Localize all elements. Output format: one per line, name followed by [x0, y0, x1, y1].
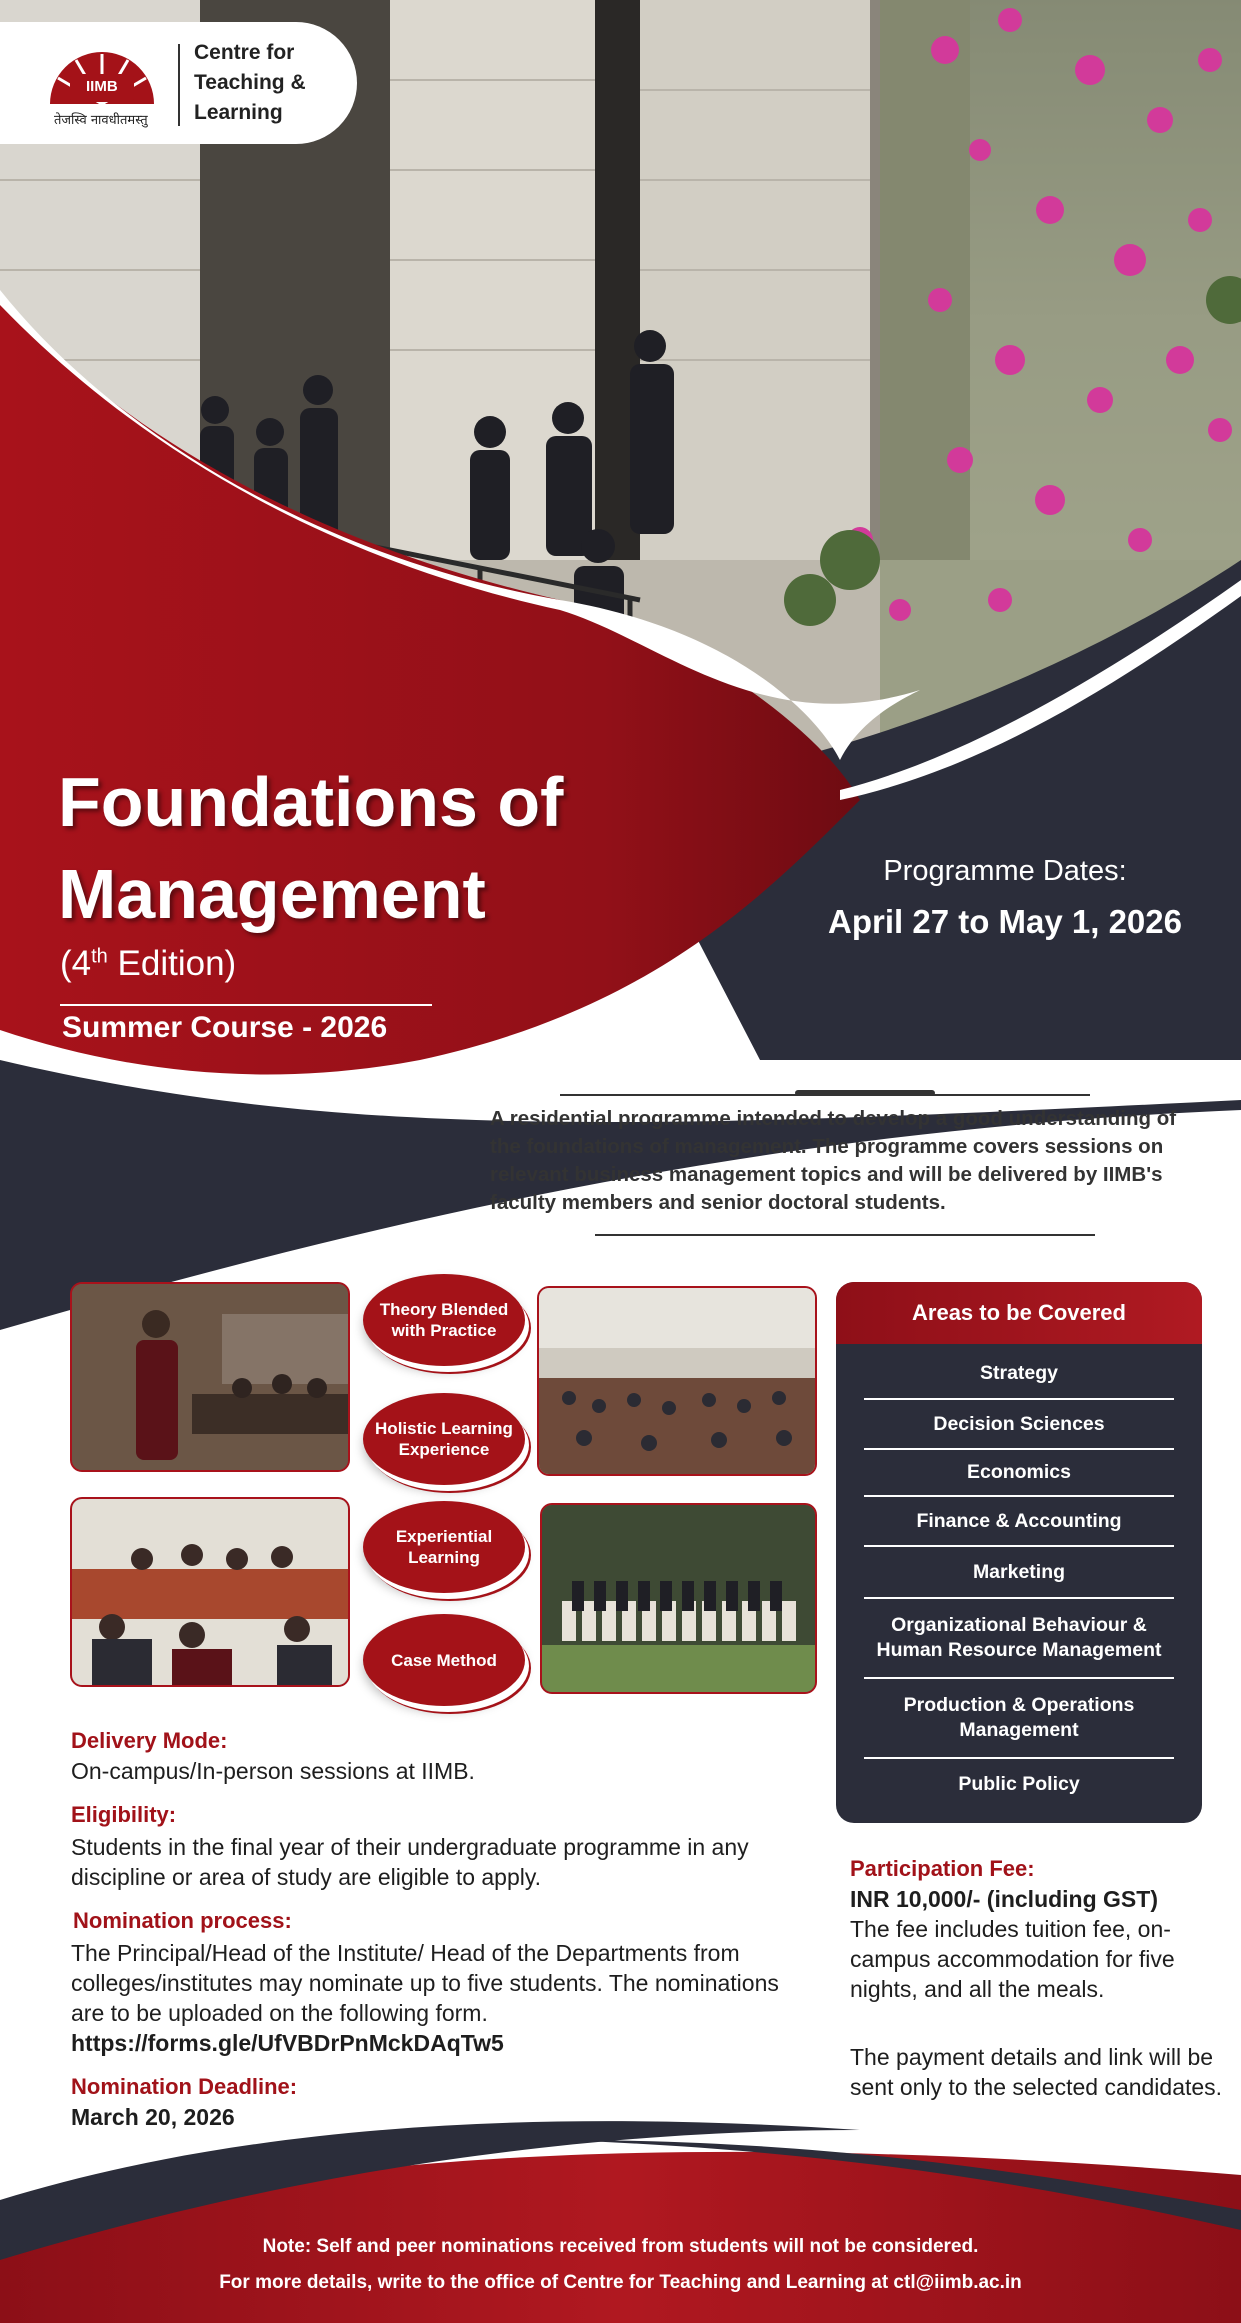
area-item: Strategy: [864, 1348, 1174, 1400]
title-divider: [60, 1004, 432, 1006]
intro-rule-bottom: [595, 1234, 1095, 1236]
payment-details-text: The payment details and link will be sent only to the selected candidates.: [850, 2044, 1223, 2100]
footer-note: Note: Self and peer nominations received from students will not be considered.: [262, 2236, 979, 2257]
centre-name-line: Learning: [194, 101, 283, 124]
eligibility-text: Students in the final year of their undergraduate programme in any discipline or area of study are eligible to apply.: [71, 1834, 749, 1890]
footer-contact: For more details, write to the office of Centre for Teaching and Learning at ctl@iimb.ac.in: [219, 2272, 1022, 2293]
logo-abbr: IIMB: [86, 78, 118, 95]
nomination-deadline-text: March 20, 2026: [71, 2104, 235, 2130]
lecture-hall-illustration: [539, 1288, 815, 1474]
centre-name: [194, 38, 306, 128]
page-title: [58, 756, 718, 940]
area-item: Organizational Behaviour & Human Resource Management: [864, 1599, 1174, 1679]
classroom-photo: [70, 1282, 350, 1472]
area-item: Production & Operations Management: [864, 1679, 1174, 1759]
edition-superscript: th: [91, 945, 108, 968]
delivery-mode-text: On-campus/In-person sessions at IIMB.: [71, 1758, 475, 1784]
delivery-mode-label: Delivery Mode:: [71, 1728, 228, 1753]
lecture-hall-photo: [537, 1286, 817, 1476]
areas-list: [864, 1348, 1174, 1809]
group-photo: [540, 1503, 817, 1694]
iimb-logo-icon: [46, 44, 158, 108]
course-subtitle: Summer Course - 2026: [62, 1011, 388, 1044]
nomination-process-text: The Principal/Head of the Institute/ Head of the Departments from colleges/institutes may nominate up to five students. The nominations are to be uploaded on the following form.: [71, 1940, 779, 2026]
area-item: Economics: [864, 1450, 1174, 1497]
intro-rule-accent: [795, 1090, 935, 1096]
nomination-deadline-label: Nomination Deadline:: [71, 2074, 298, 2099]
feature-holistic-learning: Holistic Learning Experience: [363, 1393, 525, 1485]
title-line-1: Foundations of: [58, 763, 564, 841]
fee-includes-text: The fee includes tuition fee, on-campus accommodation for five nights, and all the meals.: [850, 1916, 1175, 2002]
feature-experiential-learning: Experiential Learning: [363, 1501, 525, 1593]
nomination-process-label: Nomination process:: [73, 1908, 292, 1933]
group-discussion-photo: [70, 1497, 350, 1687]
classroom-illustration: [72, 1284, 348, 1470]
intro-paragraph: A residential programme intended to develop a good understanding of the foundations of management. The programme covers sessions on relevant business management topics and will be delivered by IIMB's faculty members and senior doctoral students.: [490, 1107, 1177, 1214]
feature-case-method: Case Method: [363, 1614, 525, 1706]
area-item: Finance & Accounting: [864, 1497, 1174, 1547]
area-item: Marketing: [864, 1547, 1174, 1599]
centre-name-line: Centre for: [194, 41, 295, 64]
logo-motto: तेजस्वि नावधीतमस्तु: [54, 113, 148, 128]
edition-label: [60, 944, 236, 984]
nomination-form-link[interactable]: https://forms.gle/UfVBDrPnMckDAqTw5: [71, 2030, 504, 2056]
feature-theory-practice: Theory Blended with Practice: [363, 1274, 525, 1366]
dates-value: April 27 to May 1, 2026: [828, 903, 1182, 940]
group-photo-illustration: [542, 1505, 815, 1692]
logo-divider: [178, 44, 180, 126]
title-line-2: Management: [58, 855, 486, 933]
group-discussion-illustration: [72, 1499, 348, 1685]
areas-heading: Areas to be Covered: [836, 1282, 1202, 1344]
centre-name-line: Teaching &: [194, 71, 306, 94]
dates-label: Programme Dates:: [883, 855, 1127, 887]
area-item: Decision Sciences: [864, 1400, 1174, 1450]
edition-open: (4: [60, 944, 92, 983]
eligibility-label: Eligibility:: [71, 1802, 177, 1827]
participation-fee-amount: INR 10,000/- (including GST): [850, 1886, 1158, 1912]
area-item: Public Policy: [958, 1772, 1080, 1795]
edition-close: Edition): [107, 944, 237, 983]
areas-covered-box: [836, 1282, 1202, 1823]
participation-fee-label: Participation Fee:: [850, 1856, 1035, 1881]
